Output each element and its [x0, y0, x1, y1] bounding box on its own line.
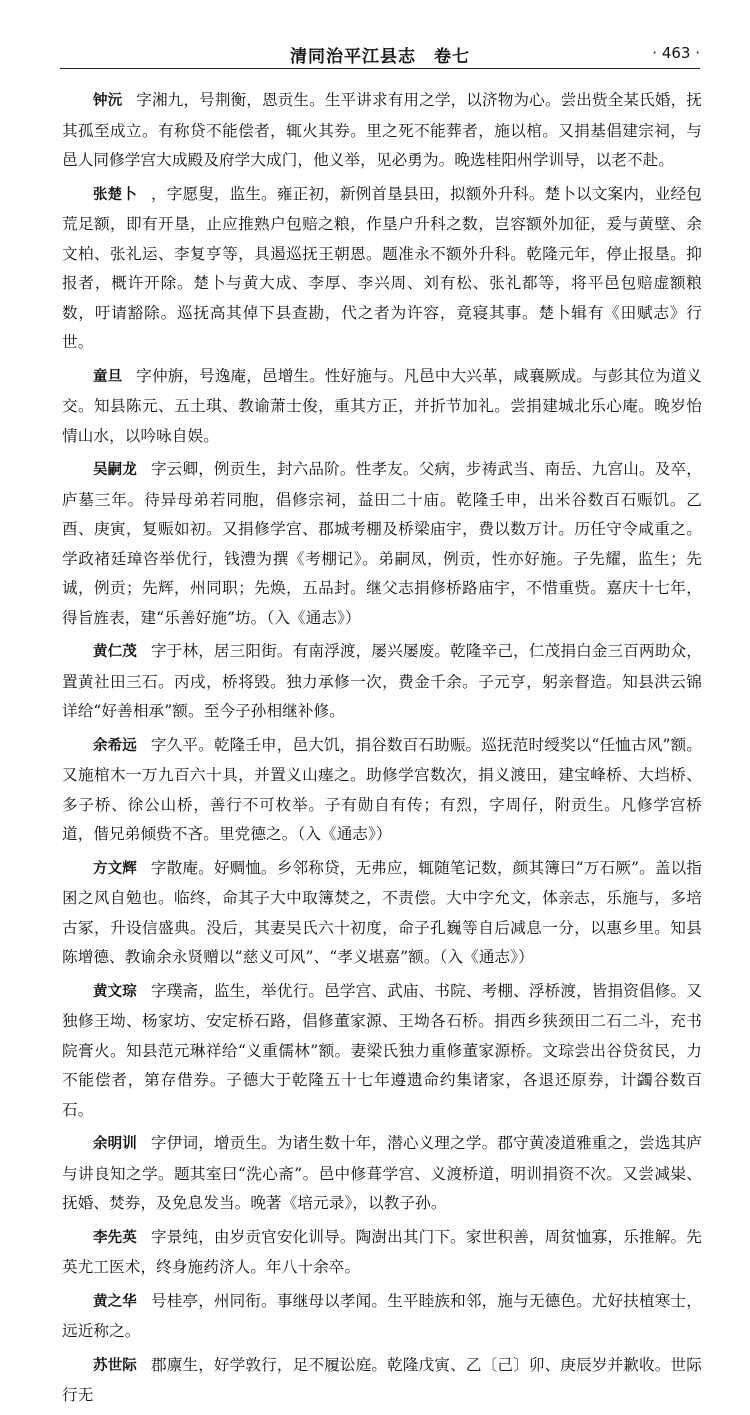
page-header	[60, 40, 700, 69]
biography-entry	[62, 731, 702, 850]
biography-text: 字云卿，例贡生，封六品阶。性孝友。父病，步祷武当、南岳、九宫山。及卒，庐墓三年。待异母弟若同胞，倡修宗祠，益田二十庙。乾隆壬申，出米谷数百石赈饥。乙酉、庚寅，复赈如初。又捐修学宫、郡城考棚及桥梁庙宇，费以数万计。历任守令咸重之。学政褚廷璋咨举优行，钱澧为撰《考棚记》。弟嗣凤，例贡，性亦好施。子先耀，监生；先诚，例贡；先辉，州同职；先焕，五品封。继父志捐修桥路庙宇，不惜重赀。嘉庆十七年，得旨旌表，建“乐善好施”坊。（入《通志》）	[62, 460, 702, 627]
person-name: 张楚卜	[93, 186, 137, 203]
biography-entry	[62, 86, 702, 176]
biography-text: 字久平。乾隆壬申，邑大饥，捐谷数百石助赈。巡抚范时绶奖以“任恤古风”额。又施棺木一万九百六十具，并置义山瘗之。助修学宫数次，捐义渡田，建宝峰桥、大垱桥、多子桥、徐公山桥，善行不可枚举。子有勋自有传；有烈，字周仔，附贡生。凡修学宫桥道，偕兄弟倾赀不吝。里党德之。（入《通志》）	[62, 735, 702, 843]
biography-entry	[62, 977, 702, 1126]
biography-entry	[62, 1223, 702, 1283]
person-name: 李先英	[93, 1229, 137, 1246]
person-name: 余明训	[93, 1136, 137, 1152]
person-name: 黄仁茂	[93, 644, 137, 660]
biography-entry	[62, 455, 702, 633]
biography-text: 字散庵。好赒恤。乡邻称贷，无弗应，辄随笔记数，颜其簿曰“万石厥”。盖以指囷之风自勉也。临终，命其子大中取簿焚之，不责偿。大中字允文，体亲志，乐施与，多培古冢，升设信盛典。没后，其妻吴氏六十初度，命子孔巍等自后减息一分，以惠乡里。知县陈增德、教谕余永贤赠以“慈义可风”、“孝义堪嘉”额。（入《通志》）	[62, 858, 702, 966]
biography-text: 字于林，居三阳街。有南浮渡，屡兴屡废。乾隆辛己，仁茂捐白金三百两助众，置黄社田三石。丙戌，桥将毁。独力承修一次，费金千余。子元亨，躬亲督造。知县洪云锦详给“好善相承”额。至今子孙相继补修。	[62, 642, 702, 720]
biography-text: 字景纯，由岁贡官安化训导。陶澍出其门下。家世积善，周贫恤寡，乐推解。先英尤工医术，终身施药济人。年八十余卒。	[62, 1227, 702, 1276]
person-name: 钟沅	[93, 93, 123, 109]
biography-text: 字伊词，增贡生。为诸生数十年，潜心义理之学。郡守黄凌道雅重之，尝选其庐与讲良知之学。题其室曰“洗心斋”。邑中修葺学宫、义渡桥道，明训捐资不次。又尝减粜、抚婚、焚券，及免息发当。晚著《培元录》，以教子孙。	[62, 1134, 702, 1212]
biography-entry	[62, 362, 702, 452]
person-name: 余希远	[93, 737, 137, 754]
page-header-title: 清同治平江县志 卷七	[290, 47, 470, 67]
biography-entry	[62, 1129, 702, 1219]
person-name: 苏世际	[93, 1357, 137, 1374]
person-name: 童旦	[93, 368, 123, 385]
biography-text: 字璞斋，监生，举优行。邑学宫、武庙、书院、考棚、浮桥渡，皆捐资倡修。又独修王坳、杨家坊、安定桥石路，倡修董家源、王坳各石桥。捐西乡狭颈田二石二斗，充书院膏火。知县范元琳祥给“义重儒林”额。妻梁氏独力重修董家源桥。文琮尝出谷贷贫民，力不能偿者，第存借券。子德大于乾隆五十七年遵遗命约集诸家，各退还原券，计蠲谷数百石。	[62, 981, 702, 1119]
biography-entry	[62, 180, 702, 358]
person-name: 黄之华	[93, 1293, 137, 1310]
biography-entry	[62, 1287, 702, 1347]
person-name: 黄文琮	[93, 983, 137, 1000]
biography-text: 字湘九，号荆衡，恩贡生。生平讲求有用之学，以济物为心。尝出赀全某氏婚，抚其孤至成立。有称贷不能偿者，辄火其券。里之死不能葬者，施以棺。又捐基倡建宗祠，与邑人同修学宫大成殿及府学大成门，他义举，见必勇为。晚选桂阳州学训导，以老不赴。	[62, 91, 702, 169]
person-name: 吴嗣龙	[93, 462, 137, 478]
biography-entry	[62, 1351, 702, 1411]
biography-text: 字仲旃，号逸庵，邑增生。性好施与。凡邑中大兴革，咸襄厥成。与彭其位为道义交。知县陈元、五土琪、教谕萧士俊，重其方正，并折节加礼。尝捐建城北乐心庵。晚岁怡情山水，以吟咏自娱。	[62, 366, 702, 445]
person-name: 方文辉	[93, 860, 137, 877]
biography-text: 郡廪生，好学敦行，足不履讼庭。乾隆戊寅、乙〔己〕卯、庚辰岁并歉收。世际行无	[62, 1355, 702, 1404]
page-number: · 463 ·	[652, 44, 700, 62]
biography-text: 号桂亭，州同衔。事继母以孝闻。生平睦族和邻，施与无德色。尤好扶植寒士，远近称之。	[62, 1291, 702, 1340]
biography-text: ，字愿叟，监生。雍正初，新例首垦县田，拟额外升科。楚卜以文案内，业经包荒足额，即有开垦，止应推熟户包赔之粮，作垦户升科之数，岂容额外加征，爰与黄壁、余文柏、张礼运、李复亨等，具遏巡抚王朝恩。题准永不额外升科。乾隆元年，停止报垦。抑报者，概许开除。楚卜与黄大成、李厚、李兴周、刘有松、张礼都等，将平邑包赔虚额粮数，吁请豁除。巡抚高其倬下县查勘，代之者为许容，竟寝其事。楚卜辑有《田赋志》行世。	[62, 184, 702, 351]
biography-entry	[62, 854, 702, 973]
biography-entry	[62, 637, 702, 727]
body-text	[62, 86, 702, 1415]
